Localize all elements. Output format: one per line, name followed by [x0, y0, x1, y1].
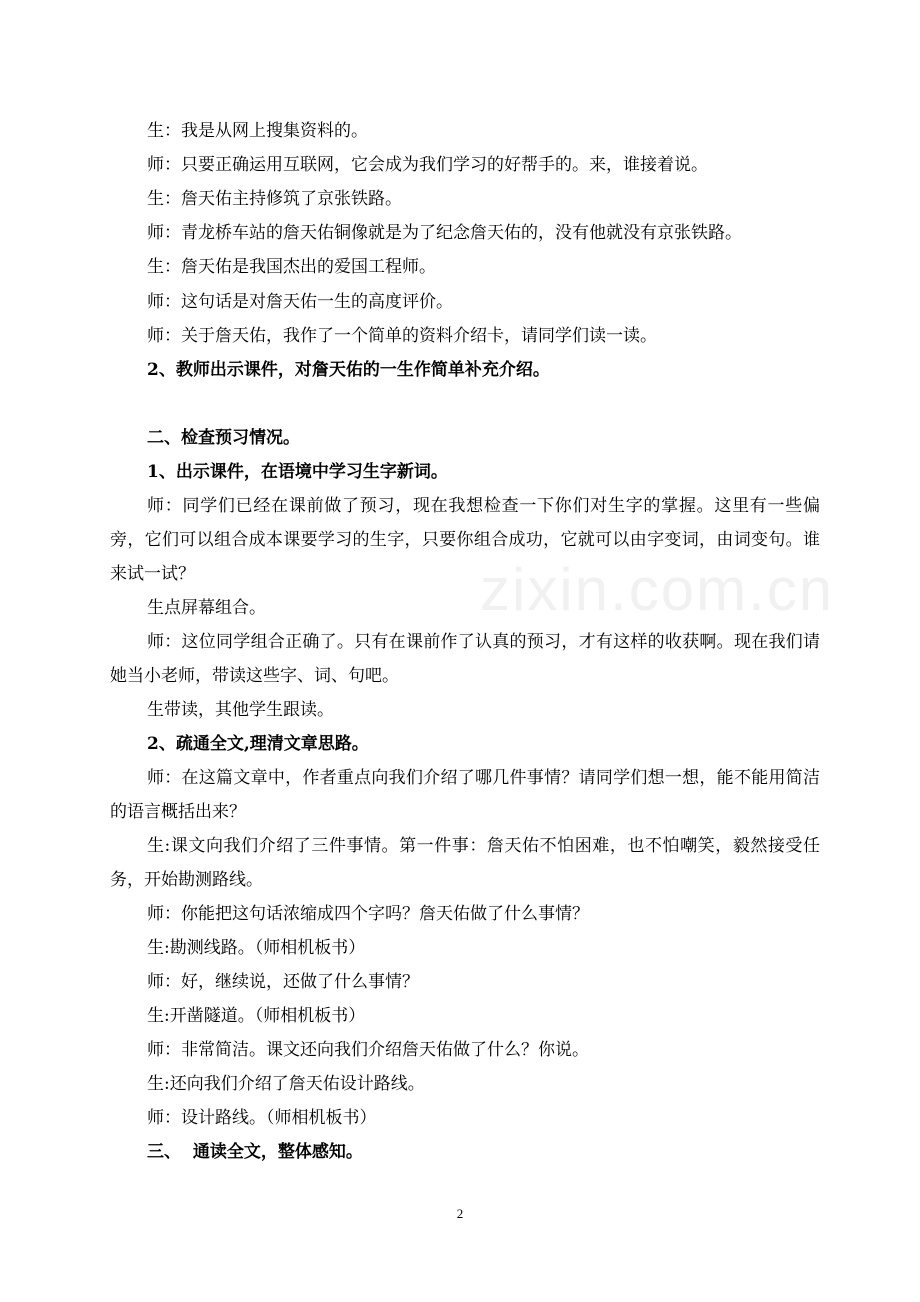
page-number: 2 [456, 1206, 464, 1221]
text-paragraph: 生:课文向我们介绍了三件事情。第一件事：詹天佑不怕困难，也不怕嘲笑，毅然接受任务，开始勘测路线。 [110, 836, 820, 890]
text-line: 生：詹天佑主持修筑了京张铁路。 [147, 189, 402, 209]
section-heading: 三、 通读全文，整体感知。 [147, 1142, 363, 1162]
text-paragraph: 师：在这篇文章中，作者重点向我们介绍了哪几件事情？请同学们想一想，能不能用简洁的语言概括出来？ [110, 768, 820, 822]
text-line: 师：关于詹天佑，我作了一个简单的资料介绍卡，请同学们读一读。 [147, 326, 657, 346]
text-line: 师：设计路线。（师相机板书） [147, 1108, 377, 1128]
section-heading: 二、检查预习情况。 [147, 428, 300, 448]
text-line: 师：你能把这句话浓缩成四个字吗？詹天佑做了什么事情？ [147, 904, 589, 924]
watermark: zixin.com.cn [480, 556, 835, 623]
text-paragraph: 师：同学们已经在课前做了预习，现在我想检查一下你们对生字的掌握。这里有一些偏旁，它们可以组合成本课要学习的生字，只要你组合成功，它就可以由字变词，由词变句。谁来试一试？ [110, 496, 820, 584]
text-line: 师：这句话是对詹天佑一生的高度评价。 [147, 292, 453, 312]
text-line: 师：青龙桥车站的詹天佑铜像就是为了纪念詹天佑的，没有他就没有京张铁路。 [147, 223, 742, 243]
text-paragraph: 师：这位同学组合正确了。只有在课前作了认真的预习，才有这样的收获啊。现在我们请她当小老师，带读这些字、词、句吧。 [110, 632, 820, 686]
text-line: 生点屏幕组合。 [147, 598, 266, 618]
text-line: 生带读，其他学生跟读。 [147, 700, 334, 720]
text-line: 生：詹天佑是我国杰出的爱国工程师。 [147, 257, 436, 277]
text-line: 师：好，继续说，还做了什么事情？ [147, 972, 419, 992]
text-line: 生:开凿隧道。（师相机板书） [147, 1006, 366, 1026]
section-heading: 1、出示课件，在语境中学习生字新词。 [147, 462, 448, 482]
text-line: 生：我是从网上搜集资料的。 [147, 121, 368, 141]
text-line: 生:还向我们介绍了詹天佑设计路线。 [147, 1074, 425, 1094]
document-page [110, 0, 820, 1302]
text-line: 师：非常简洁。课文还向我们介绍詹天佑做了什么？你说。 [147, 1040, 589, 1060]
text-line: 师：只要正确运用互联网，它会成为我们学习的好帮手的。来，谁接着说。 [147, 155, 708, 175]
section-heading: 2、疏通全文,理清文章思路。 [147, 734, 369, 754]
text-line: 生:勘测线路。（师相机板书） [147, 938, 366, 958]
section-heading: 2、教师出示课件，对詹天佑的一生作简单补充介绍。 [147, 360, 550, 380]
